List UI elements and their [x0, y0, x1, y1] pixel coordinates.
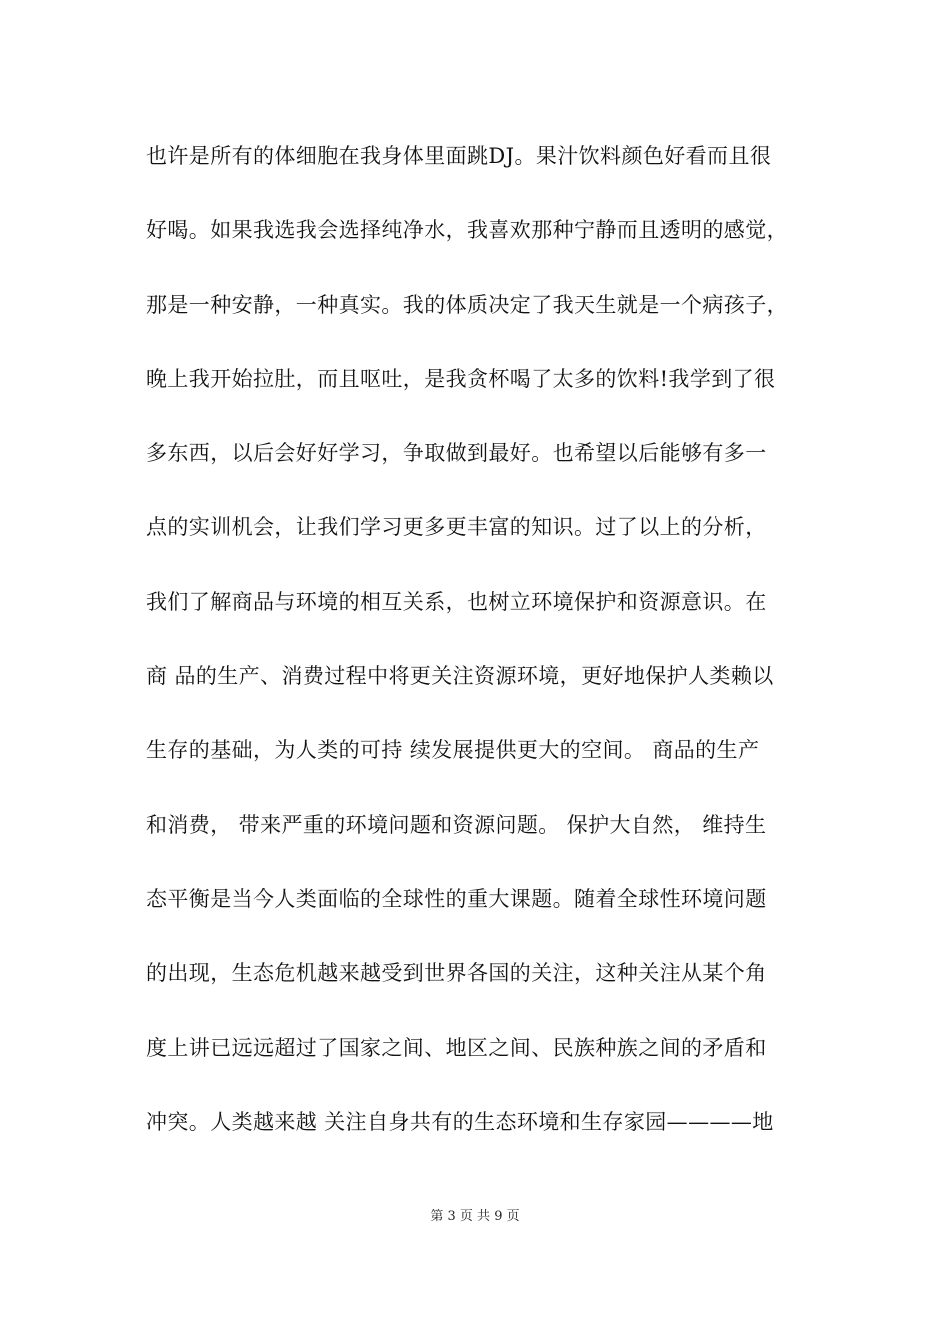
text-line: 也许是所有的体细胞在我身体里面跳DJ。果汁饮料颜色好看而且很 [146, 144, 772, 168]
text-line: 晚上我开始拉肚，而且呕吐，是我贪杯喝了太多的饮料!我学到了很 [146, 366, 776, 391]
text-line: 我们了解商品与环境的相互关系，也树立环境保护和资源意识。在 [146, 589, 767, 614]
text-line: 态平衡是当今人类面临的全球性的重大课题。随着全球性环境问题 [146, 886, 767, 911]
body-text [146, 136, 826, 1176]
text-line: 度上讲已远远超过了国家之间、地区之间、民族种族之间的矛盾和 [146, 1035, 767, 1060]
text-line: 的出现，生态危机越来越受到世界各国的关注，这种关注从某个角 [146, 961, 767, 986]
text-line: 那是一种安静，一种真实。我的体质决定了我天生就是一个病孩子， [146, 292, 788, 317]
text-line: 冲突。人类越来越 关注自身共有的生态环境和生存家园————地 [146, 1109, 774, 1134]
page-number-footer: 第 3 页 共 9 页 [430, 1209, 520, 1224]
text-line: 和消费， 带来严重的环境问题和资源问题。 保护大自然， 维持生 [146, 812, 767, 837]
text-line: 商 品的生产、消费过程中将更关注资源环境，更好地保护人类赖以 [146, 664, 774, 689]
text-line: 生存的基础，为人类的可持 续发展提供更大的空间。 商品的生产 [146, 738, 760, 763]
text-line: 多东西，以后会好好学习，争取做到最好。也希望以后能够有多一 [146, 441, 767, 466]
text-line: 好喝。如果我选我会选择纯净水，我喜欢那种宁静而且透明的感觉， [146, 218, 788, 243]
text-line: 点的实训机会，让我们学习更多更丰富的知识。过了以上的分析， [146, 515, 767, 540]
